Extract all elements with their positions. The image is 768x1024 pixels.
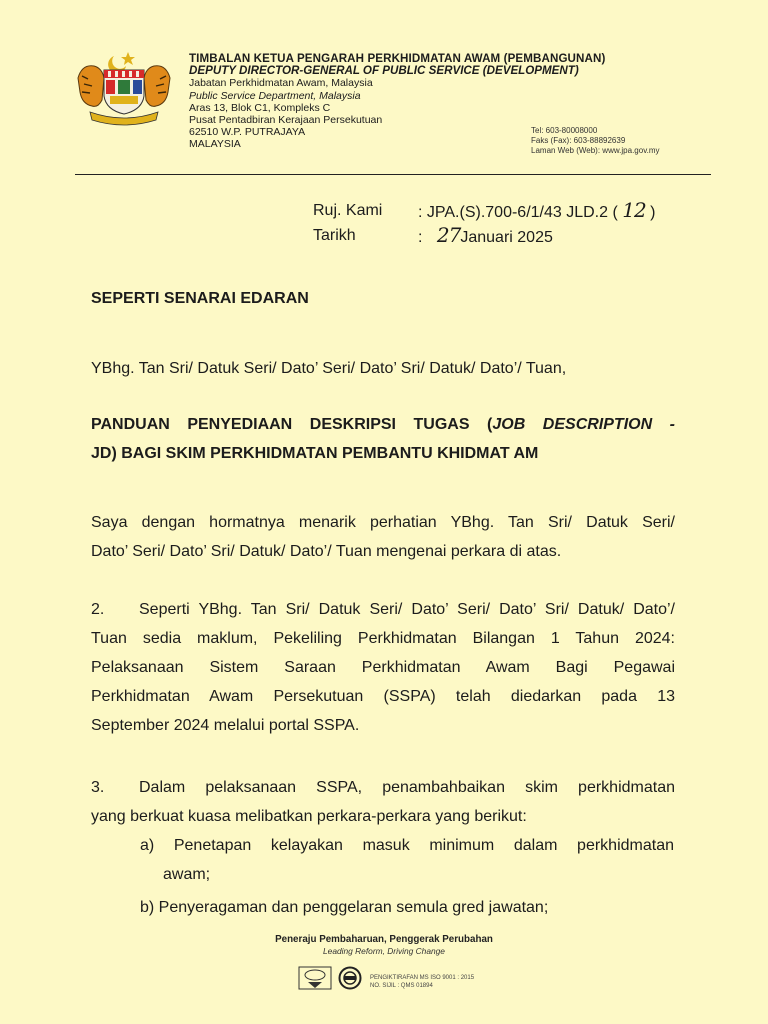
department-ms: Jabatan Perkhidmatan Awam, Malaysia <box>189 77 373 90</box>
paragraph-3: 3. Dalam pelaksanaan SSPA, penambahbaikan skim perkhidmatan yang berkuat kuasa melibatkan perkara-perkara yang berikut: <box>91 773 675 831</box>
date-value: : 27Januari 2025 <box>418 223 553 247</box>
iso-certification-icon <box>298 966 332 990</box>
footer-motto: Peneraju Pembaharuan, Penggerak Perubahan <box>275 934 493 945</box>
website: Laman Web (Web): www.jpa.gov.my <box>531 146 660 155</box>
telephone: Tel: 603-80008000 <box>531 126 598 135</box>
list-item-a: a) Penetapan kelayakan masuk minimum dalam perkhidmatan awam; <box>140 837 674 883</box>
letterhead <box>0 0 768 180</box>
department-en: Public Service Department, Malaysia <box>189 89 361 102</box>
recipient: SEPERTI SENARAI EDARAN <box>91 290 309 307</box>
address-line: Aras 13, Blok C1, Kompleks C <box>189 101 331 114</box>
address-line: Pusat Pentadbiran Kerajaan Persekutuan <box>189 114 383 127</box>
paragraph-1: Saya dengan hormatnya menarik perhatian YBhg. Tan Sri/ Datuk Seri/ Dato’ Seri/ Dato’ Sri/ Datuk/ Dato’/ Tuan mengenai perkara di atas. <box>91 514 675 560</box>
date-label: Tarikh <box>313 227 356 244</box>
footer <box>0 934 768 956</box>
paragraph-number: 2. <box>91 601 105 618</box>
issuer-title-ms: TIMBALAN KETUA PENGARAH PERKHIDMATAN AWAM (PEMBANGUNAN) <box>189 52 606 65</box>
address-line: MALAYSIA <box>189 138 241 151</box>
reference-row <box>313 199 655 224</box>
list-item-b: b) Penyeragaman dan penggelaran semula gred jawatan; <box>140 899 549 916</box>
contact-block <box>531 126 660 156</box>
handwritten-number: 12 <box>622 198 646 222</box>
subject-heading <box>91 410 675 468</box>
certification-text: PENGIKTIRAFAN MS ISO 9001 : 2015 NO. SIJIL : QMS 01894 <box>370 975 475 989</box>
certification-logos <box>298 966 362 990</box>
reference-number: : JPA.(S).700-6/1/43 JLD.2 ( 12 ) <box>418 198 656 222</box>
coat-of-arms-icon <box>70 48 178 126</box>
address-line: 62510 W.P. PUTRAJAYA <box>189 126 306 139</box>
reference-block <box>313 199 655 249</box>
paragraph-2: 2. Seperti YBhg. Tan Sri/ Datuk Seri/ Dato’ Seri/ Dato’ Sri/ Datuk/ Dato’/ Tuan sedia maklum, Pekeliling Perkhidmatan Bilangan 1 Tahun 2024: Pelaksanaan Sistem Saraan Perkhidmatan Awam Bagi Pegawai Perkhidmatan Awam Persekutuan (SSPA) telah diedarkan pada 13 September 2024 melalui portal SSPA. <box>91 595 675 740</box>
subject-line: JD) BAGI SKIM PERKHIDMATAN PEMBANTU KHIDMAT AM <box>91 445 539 462</box>
paragraph-number: 3. <box>91 779 105 796</box>
handwritten-day: 27 <box>436 223 461 247</box>
issuer-title-en: DEPUTY DIRECTOR-GENERAL OF PUBLIC SERVICE (DEVELOPMENT) <box>189 64 579 78</box>
date-row <box>313 224 655 249</box>
subject-line: PANDUAN PENYEDIAAN DESKRIPSI TUGAS (JOB DESCRIPTION - <box>91 416 675 433</box>
letterhead-divider <box>75 174 711 175</box>
footer-motto-en: Leading Reform, Driving Change <box>323 946 445 956</box>
reference-label: Ruj. Kami <box>313 202 383 219</box>
fax: Faks (Fax): 603-88892639 <box>531 136 626 145</box>
salutation: YBhg. Tan Sri/ Datuk Seri/ Dato’ Seri/ Dato’ Sri/ Datuk/ Dato’/ Tuan, <box>91 360 567 377</box>
quality-mark-icon <box>338 966 362 990</box>
